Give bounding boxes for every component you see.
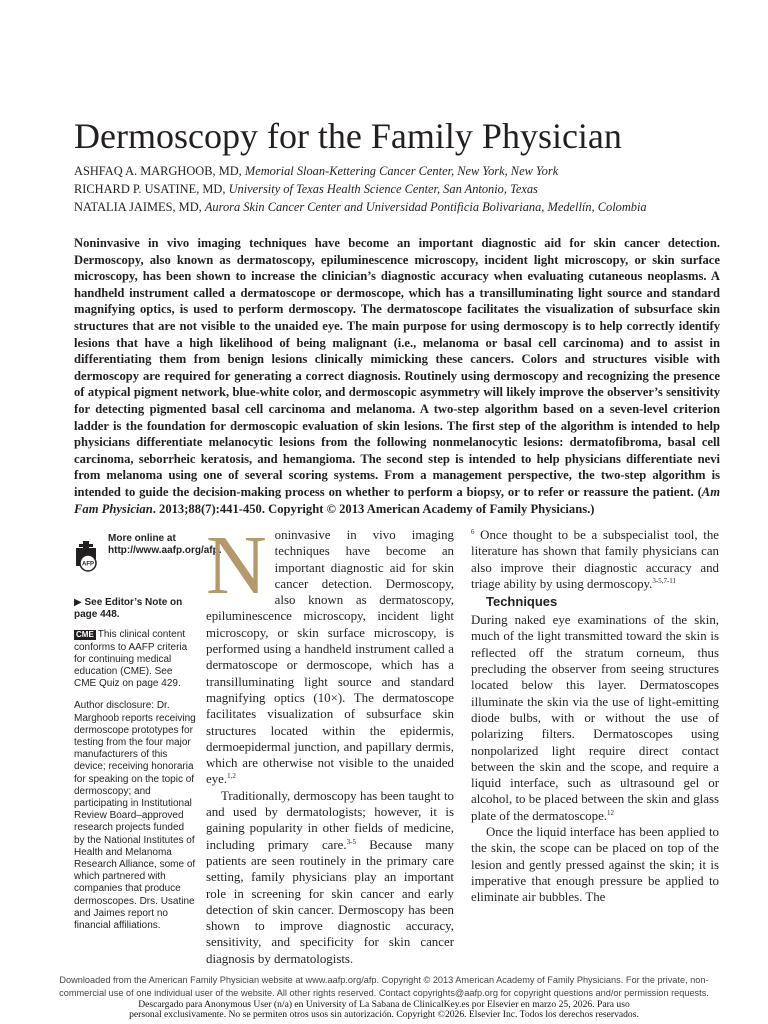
abstract-text: Noninvasive in vivo imaging techniques have become an important diagnostic aid for skin cancer detection. Dermoscopy, also known as dermatoscopy, epiluminescence microscopy, incident light microscopy, or skin surface microscopy, has been shown to increase the clinician’s diagnostic accuracy when evaluating cutaneous neoplasms. A handheld instrument called a dermatoscope or dermoscope, which has a transilluminating light source and standard magnifying optics, is used to perform dermoscopy. The dermatoscope facilitates the visualization of subsurface skin structures that are not visible to the unaided eye. The main purpose for using dermoscopy is to help correctly identify lesions that have a high likelihood of being malignant (i.e., melanoma or basal cell carcinoma) and to assist in differentiating them from benign lesions clinically mimicking these cancers. Colors and structures visible with dermoscopy are required for generating a correct diagnosis. Routinely using dermoscopy and recognizing the presence of atypical pigment network, blue-white color, and dermoscopic asymmetry will likely improve the observer’s sensitivity for detecting pigmented basal cell carcinoma and melanoma. A two-step algorithm based on a seven-level criterion ladder is the foundation for dermoscopic evaluation of skin lesions. The first step of the algorithm is intended to help physicians differentiate melanocytic lesions from the following nonmelanocytic lesions: dermatofibroma, basal cell carcinoma, seborrheic keratosis, and hemangioma. The second step is intended to help physicians differentiate nevi from melanoma using one of several scoring systems. From a management perspective, the two-step algorithm is intended to guide the decision-making process on whether to perform a biopsy, or to refer or reassure the patient. (	[74, 236, 720, 499]
reference-superscript: 6	[471, 528, 475, 536]
paragraph-text: Because many patients are seen routinely in the primary care setting, family physicians play an important role in screening for skin cancer and early detection of skin cancer. Dermoscopy has been shown to improve diagnostic accuracy, sensitivity, and specificity for skin cancer diagnosis by dermatologists.	[206, 837, 454, 966]
body-paragraph-1	[206, 519, 454, 788]
paragraph-text: During naked eye examinations of the skin, much of the light transmitted toward the skin is reflected off the stratum corneum, thus precluding the observer from seeing structures located below this layer. Dermatoscopes illuminate the skin via the use of light-emitting diode bulbs, with or without the use of polarizing filters. Dermatoscopes using nonpolarized light require direct contact between the skin and the scope, and require a liquid interface, such as ultrasound gel or alcohol, to be placed between the skin and glass plate of the dermatoscope.	[471, 613, 719, 823]
author-affiliation: Aurora Skin Cancer Center and Universidad Pontificia Bolivariana, Medellín, Colombia	[204, 200, 647, 214]
more-online-link[interactable]: More online at http://www.aafp.org/afp.	[108, 533, 222, 557]
abstract-citation-journal: Am Fam Physician	[74, 484, 720, 516]
drop-cap: N	[206, 519, 267, 612]
abstract	[74, 235, 720, 517]
afp-online-icon	[74, 539, 100, 573]
footer-download-line-2: personal exclusivamente. No se permiten otros usos sin autorización. Copyright ©2026. Elsevier Inc. Todos los derechos reservados.	[129, 1009, 639, 1020]
author-name: NATALIA JAIMES, MD,	[74, 200, 202, 214]
afp-icon-label: AFP	[82, 561, 94, 568]
cme-badge: CME	[76, 630, 94, 640]
body-column-2	[471, 527, 719, 906]
sidebar	[74, 533, 222, 932]
paragraph-text: Once thought to be a subspecialist tool, the literature has shown that family physicians can also improve their diagnostic accuracy and triage ability by using dermoscopy.	[471, 528, 719, 591]
body-paragraph-4	[471, 824, 719, 905]
paragraph-text: oninvasive in vivo imaging techniques have become an important diagnostic aid for skin cancer detection. Dermoscopy, also known as dermatoscopy, epiluminescence microscopy, incident light microscopy, or skin surface microscopy, is performed using a handheld instrument called a dermatoscope or dermoscope, which has a transilluminating light source and standard magnifying optics (10×). The dermatoscope facilitates visualization of subsurface skin structures located within the epidermis, dermoepidermal junction, and papillary dermis, which are otherwise not visible to the unaided eye.	[206, 528, 454, 787]
author-line-2	[74, 181, 754, 197]
body-column-1	[206, 519, 454, 967]
editors-note[interactable]: ▶ See Editor’s Note on page 448.	[74, 597, 183, 621]
cme-text: This clinical content conforms to AAFP criteria for continuing medical education (CME). See CME Quiz on page 429.	[74, 629, 188, 690]
cme-note	[74, 629, 196, 690]
paragraph-text: Traditionally, dermoscopy has been taught to and used by dermatologists; however, it is gaining popularity in other fields of medicine, including primary care.	[206, 788, 454, 852]
author-name: RICHARD P. USATINE, MD,	[74, 182, 226, 196]
author-name: ASHFAQ A. MARGHOOB, MD,	[74, 164, 242, 178]
reference-superscript: 3-5,7-11	[652, 576, 677, 585]
footer-copyright-line-1: Downloaded from the American Family Physician website at www.aafp.org/afp. Copyright © 2013 American Academy of Family Physicians. For the private, non-	[59, 975, 709, 985]
section-heading-techniques: Techniques	[486, 594, 558, 610]
body-paragraph-2-continued	[471, 527, 719, 592]
author-line-1	[74, 163, 754, 179]
author-disclosure: Author disclosure: Dr. Marghoob reports receiving dermoscope prototypes for testing from the four major manufacturers of this device; receiving honoraria for speaking on the topic of dermoscopy; and participating in Institutional Review Board–approved research projects funded by the National Institutes of Health and Melanoma Research Alliance, some of which partnered with companies that produce dermoscopes. Drs. Usatine and Jaimes report no financial affiliations.	[74, 700, 196, 932]
footer-copyright-line-2: commercial use of one individual user of the website. All other rights reserved. Contact copyrights@aafp.org for copyright questions and/or permission requests.	[59, 988, 709, 998]
author-affiliation: Memorial Sloan-Kettering Cancer Center, New York, New York	[244, 164, 559, 178]
author-line-3	[74, 199, 754, 215]
reference-superscript: 3-5	[346, 837, 356, 846]
reference-superscript: 12	[607, 808, 615, 817]
article-title: Dermoscopy for the Family Physician	[74, 116, 622, 156]
body-paragraph-2	[206, 788, 454, 967]
footer-download-line-1: Descargado para Anonymous User (n/a) en University of La Sabana de ClinicalKey.es por Elsevier en marzo 25, 2026. Para uso	[138, 999, 630, 1010]
paragraph-text: Once the liquid interface has been applied to the skin, the scope can be placed on top of the lesion and gently pressed against the skin; it is imperative that enough pressure be applied to eliminate air bubbles. The	[471, 825, 719, 905]
reference-superscript: 1,2	[227, 772, 236, 781]
more-online-block	[74, 533, 222, 589]
author-affiliation: University of Texas Health Science Center, San Antonio, Texas	[228, 182, 538, 196]
body-paragraph-3	[471, 612, 719, 824]
abstract-citation: . 2013;88(7):441-450. Copyright © 2013 American Academy of Family Physicians.)	[152, 501, 595, 516]
